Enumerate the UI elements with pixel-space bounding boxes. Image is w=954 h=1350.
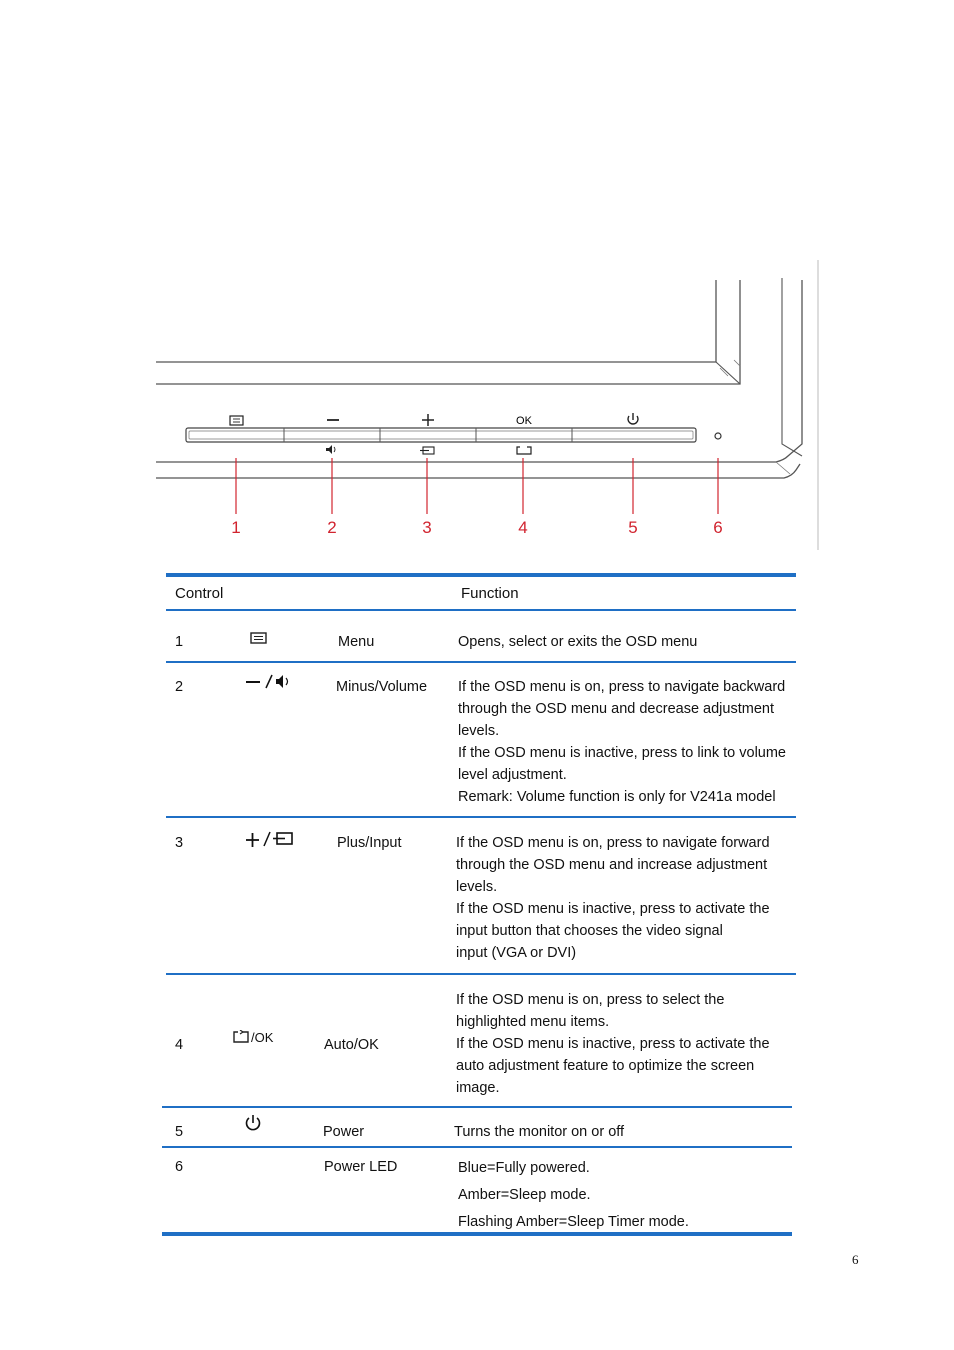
control-name: Auto/OK xyxy=(324,1037,379,1053)
auto-ok-label: /OK xyxy=(251,1030,274,1045)
row-number: 5 xyxy=(175,1124,184,1140)
callout-6: 6 xyxy=(713,518,723,537)
table-top-rule xyxy=(166,573,796,577)
plus-icon xyxy=(422,414,434,426)
function-text: Opens, select or exits the OSD menu xyxy=(458,634,698,650)
function-text: If the OSD menu is on, press to navigate backward through the OSD menu and decrease adjustment levels. If the OSD menu is inactive, press to link to volume level adjustment. Remark: Volume function is only for V241a model xyxy=(458,679,786,805)
callout-3: 3 xyxy=(422,518,432,537)
power-icon xyxy=(244,1114,262,1132)
function-text: If the OSD menu is on, press to select the highlighted menu items. If the OSD menu is inactive, press to activate the auto adjustment feature to optimize the screen image. xyxy=(456,992,770,1096)
row-number: 2 xyxy=(175,679,184,695)
plus-input-icon xyxy=(244,829,296,849)
control-name: Power xyxy=(323,1124,365,1140)
monitor-bezel-diagram xyxy=(150,260,822,550)
auto-icon xyxy=(517,447,531,454)
function-text: If the OSD menu is on, press to navigate forward through the OSD menu and increase adjustment levels. If the OSD menu is inactive, press to activate the input button that chooses the video signal input (VGA or DVI) xyxy=(456,835,770,961)
callout-2: 2 xyxy=(327,518,337,537)
row-rule xyxy=(166,816,796,818)
menu-icon xyxy=(230,416,243,425)
row-number: 6 xyxy=(175,1159,184,1175)
input-icon xyxy=(420,447,434,454)
control-name: Menu xyxy=(338,634,375,650)
header-function: Function xyxy=(461,585,519,602)
control-name: Plus/Input xyxy=(337,835,402,851)
callout-4: 4 xyxy=(518,518,528,537)
callout-5: 5 xyxy=(628,518,638,537)
control-name: Power LED xyxy=(324,1159,398,1175)
row-number: 3 xyxy=(175,835,184,851)
row-rule xyxy=(166,973,796,975)
row-number: 1 xyxy=(175,634,184,650)
row-number: 4 xyxy=(175,1037,184,1053)
power-icon xyxy=(628,413,638,424)
callout-1: 1 xyxy=(231,518,241,537)
menu-icon xyxy=(250,632,268,644)
row-rule xyxy=(166,661,796,663)
ok-glyph: OK xyxy=(516,415,532,427)
function-text: Blue=Fully powered. Amber=Sleep mode. Flashing Amber=Sleep Timer mode. xyxy=(458,1160,689,1230)
header-control: Control xyxy=(175,585,224,602)
auto-ok-icon xyxy=(232,1030,250,1044)
page-number: 6 xyxy=(852,1252,859,1267)
table-bottom-rule xyxy=(162,1232,792,1236)
header-rule xyxy=(166,609,796,611)
row-rule xyxy=(162,1106,792,1108)
row-rule xyxy=(162,1146,792,1148)
speaker-icon xyxy=(326,445,335,454)
control-name: Minus/Volume xyxy=(336,679,428,695)
function-text: Turns the monitor on or off xyxy=(454,1124,625,1140)
minus-volume-icon xyxy=(244,672,296,690)
